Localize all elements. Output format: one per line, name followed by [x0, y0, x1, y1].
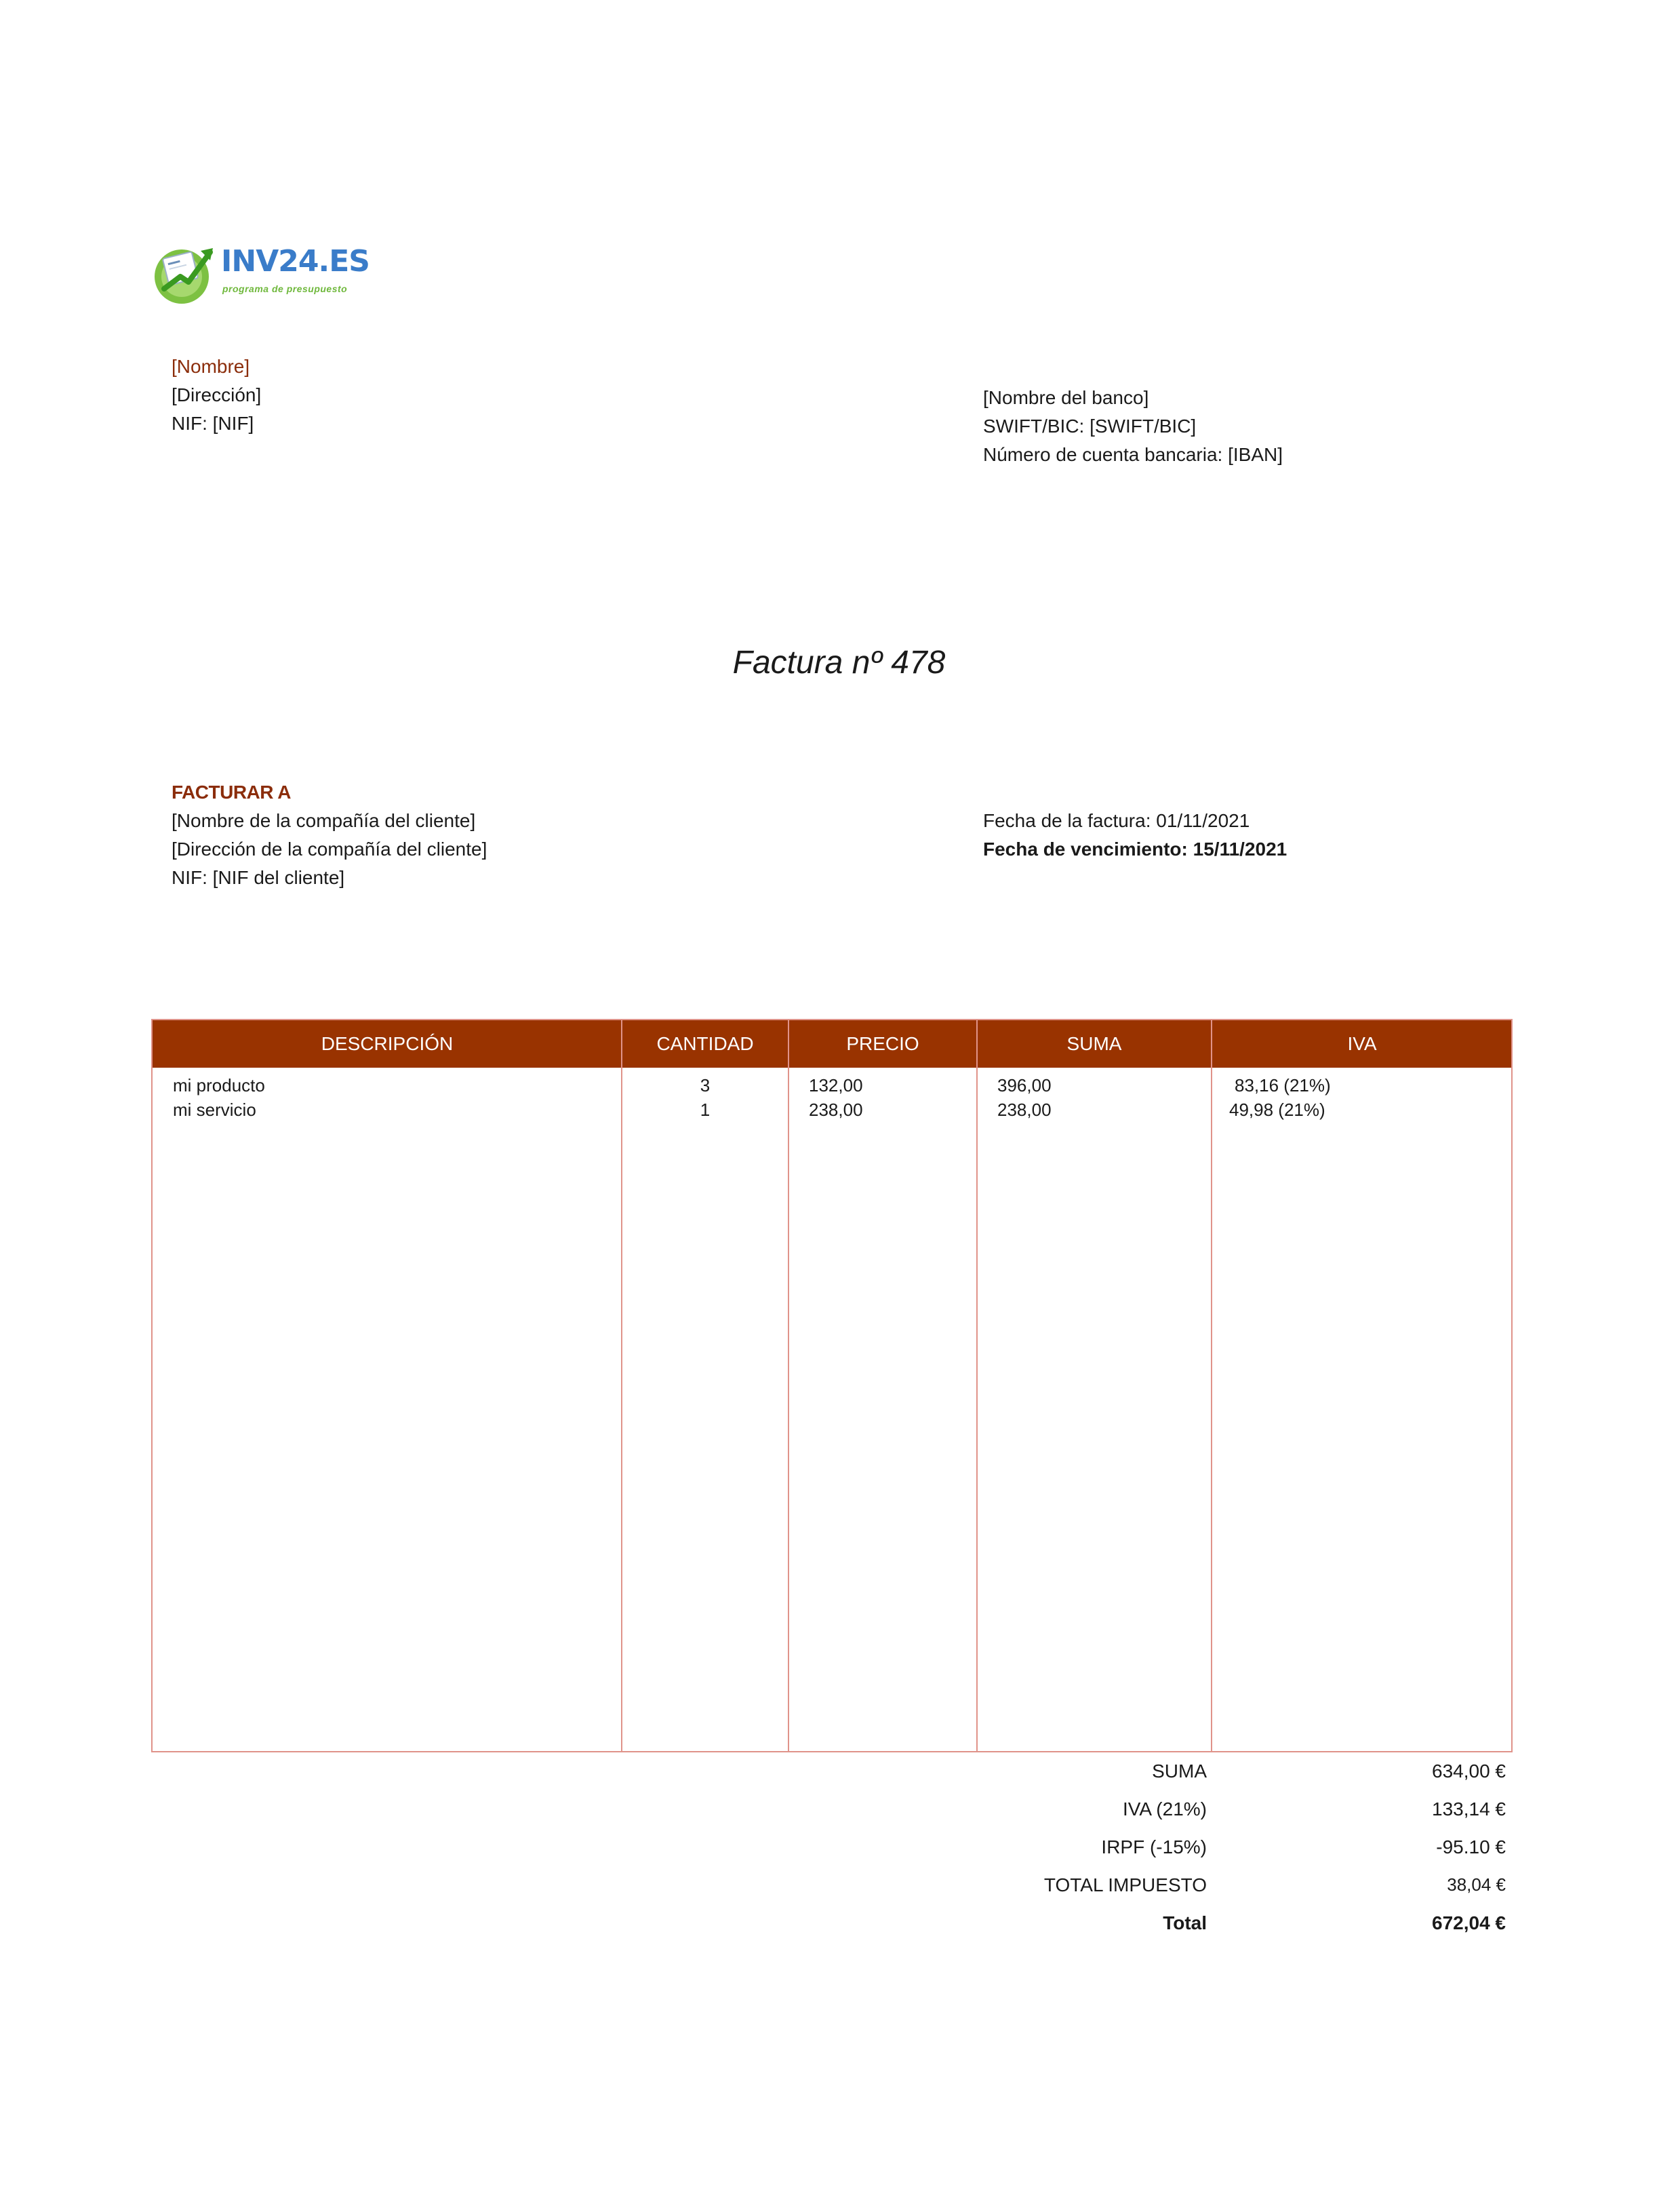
client-nif: NIF: [NIF del cliente] — [172, 867, 345, 888]
bank-iban: Número de cuenta bancaria: [IBAN] — [983, 444, 1283, 465]
bill-to-block — [172, 778, 487, 892]
row-2-sum: 238,00 — [997, 1100, 1052, 1120]
client-company: [Nombre de la compañía del cliente] — [172, 810, 476, 831]
irpf-value: -95.10 € — [1436, 1836, 1506, 1857]
row-1-price: 132,00 — [809, 1075, 863, 1095]
column-header-price: PRECIO — [846, 1033, 919, 1054]
column-header-vat: IVA — [1347, 1033, 1377, 1054]
column-header-description: DESCRIPCIÓN — [321, 1033, 454, 1054]
total-tax-label: TOTAL IMPUESTO — [1043, 1874, 1207, 1895]
bank-name: [Nombre del banco] — [983, 387, 1149, 408]
invoice-dates — [983, 807, 1287, 864]
sum-label: SUMA — [1152, 1761, 1207, 1782]
row-2-vat: 49,98 (21%) — [1229, 1100, 1325, 1120]
row-2-description: mi servicio — [173, 1100, 256, 1120]
row-1-sum: 396,00 — [997, 1075, 1052, 1095]
column-divider — [976, 1020, 978, 1751]
company-logo — [151, 239, 369, 306]
bank-info — [983, 384, 1283, 469]
seller-info — [172, 353, 261, 438]
seller-nif: NIF: [NIF] — [172, 413, 254, 434]
row-2-price: 238,00 — [809, 1100, 863, 1120]
sum-value: 634,00 € — [1432, 1761, 1506, 1782]
due-date: Fecha de vencimiento: 15/11/2021 — [983, 839, 1287, 860]
logo-tagline: programa de presupuesto — [222, 283, 348, 294]
column-divider — [788, 1020, 789, 1751]
grand-total-value: 672,04 € — [1432, 1912, 1506, 1933]
total-tax-value: 38,04 € — [1447, 1874, 1506, 1895]
invoice-date: Fecha de la factura: 01/11/2021 — [983, 810, 1250, 831]
seller-name: [Nombre] — [172, 356, 250, 377]
seller-address: [Dirección] — [172, 384, 262, 405]
column-header-sum: SUMA — [1066, 1033, 1122, 1054]
column-divider — [621, 1020, 622, 1751]
row-1-vat: 83,16 (21%) — [1235, 1075, 1331, 1095]
bank-swift: SWIFT/BIC: [SWIFT/BIC] — [983, 416, 1197, 437]
logo-chart-icon — [151, 239, 218, 306]
irpf-label: IRPF (-15%) — [1101, 1836, 1207, 1857]
row-2-quantity: 1 — [700, 1100, 711, 1120]
column-header-quantity: CANTIDAD — [656, 1033, 754, 1054]
row-1-description: mi producto — [173, 1075, 265, 1095]
bill-to-heading: FACTURAR A — [172, 782, 291, 803]
items-table — [151, 1019, 1513, 1752]
grand-total-label: Total — [1163, 1912, 1207, 1933]
vat-value: 133,14 € — [1432, 1798, 1506, 1819]
client-address: [Dirección de la compañía del cliente] — [172, 839, 487, 860]
table-header — [153, 1020, 1511, 1068]
invoice-title: Factura nº 478 — [732, 645, 946, 681]
vat-label: IVA (21%) — [1123, 1798, 1207, 1819]
row-1-quantity: 3 — [700, 1075, 711, 1095]
column-divider — [1211, 1020, 1212, 1751]
logo-wordmark: INV24.ES — [221, 244, 369, 279]
